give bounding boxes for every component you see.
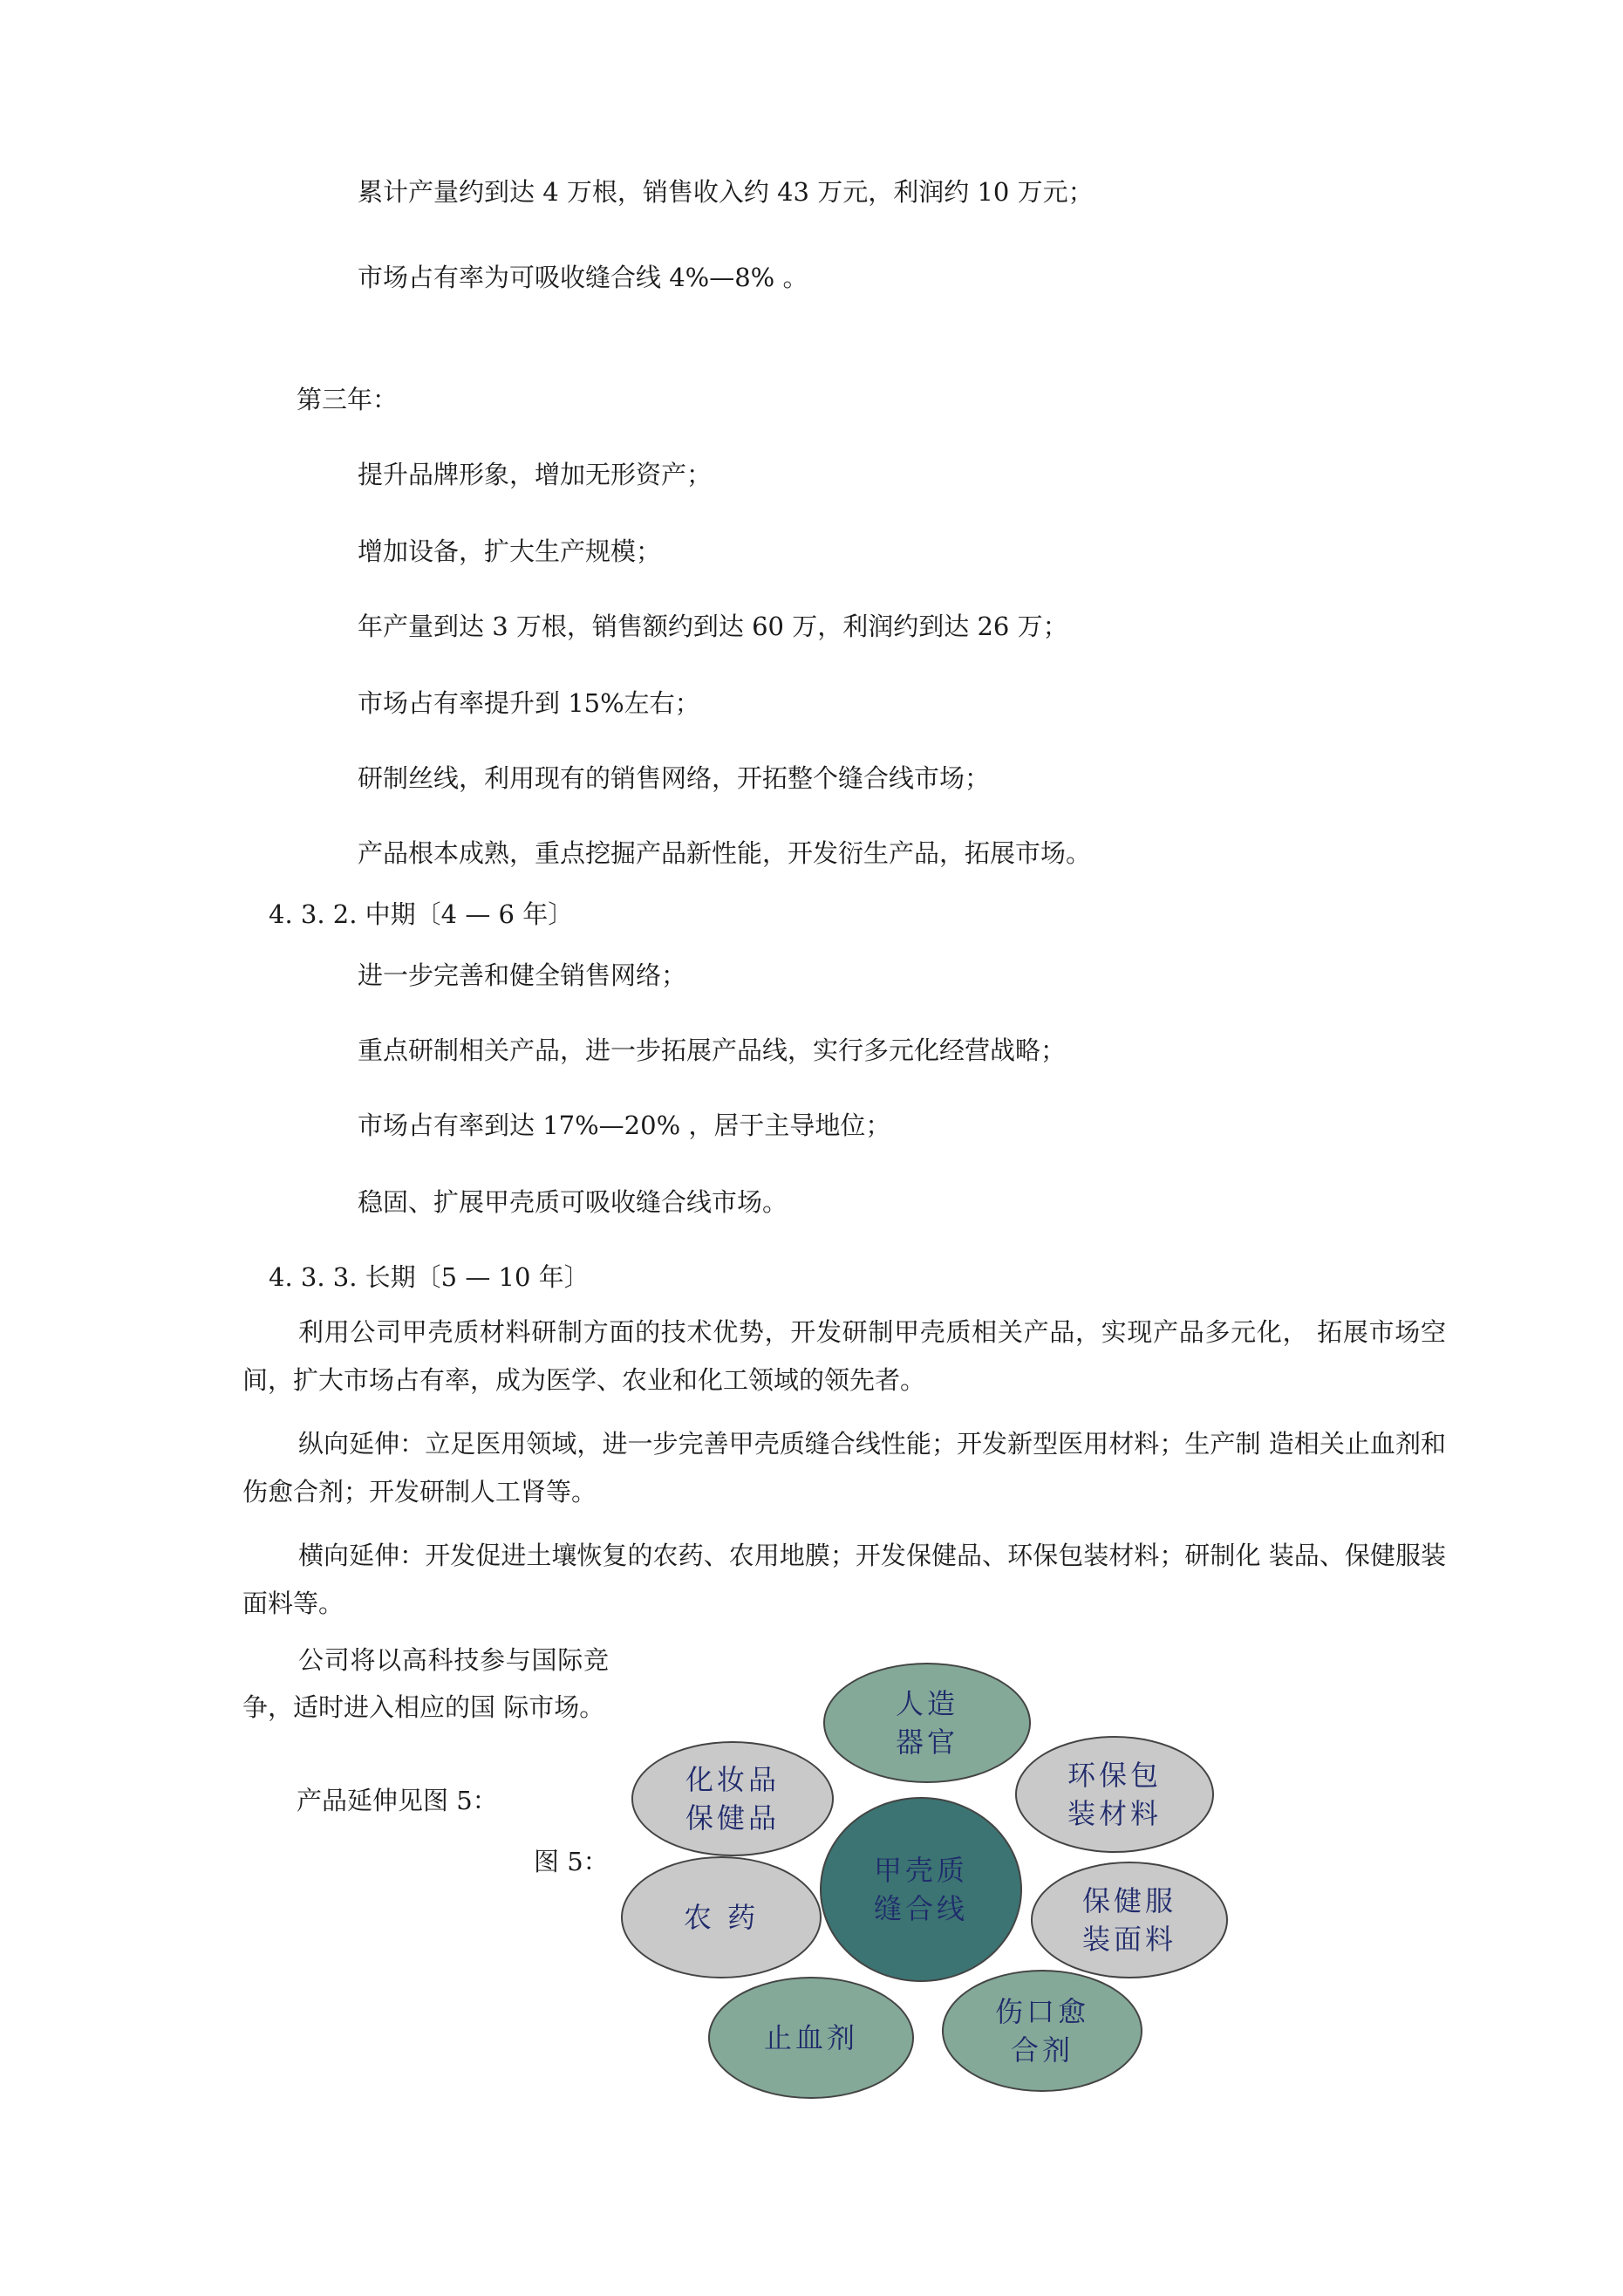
paragraph: 横向延伸：开发促进土壤恢复的农药、农用地膜；开发保健品、环保包装材料；研制化 装品、保健服装面料等。 [242,1541,1446,1618]
node-eco-packaging: 环保包 装材料 [1015,1736,1214,1853]
node-pesticide: 农 药 [621,1856,822,1978]
node-center-suture: 甲壳质 缝合线 [820,1797,1022,1982]
node-artificial-organ: 人造 器官 [823,1663,1031,1783]
side-paragraph: 公司将以高科技参与国际竞争，适时进入相应的国 际市场。 [242,1645,609,1722]
text-line: 提升品牌形象，增加无形资产； [358,460,713,489]
section-heading: 第三年： [297,385,399,414]
text-line: 年产量到达 3 万根，销售额约到达 60 万，利润约到达 26 万； [358,612,1068,641]
node-hemostatic: 止血剂 [708,1977,914,2099]
text-line: 产品根本成熟，重点挖掘产品新性能，开发衍生产品，拓展市场。 [358,838,1092,868]
text-line: 市场占有率到达 17%—20% ，居于主导地位； [358,1110,891,1140]
text-line: 市场占有率提升到 15%左右； [358,688,700,718]
figure-label: 图 5： [534,1847,609,1876]
text-line: 重点研制相关产品，进一步拓展产品线，实行多元化经营战略； [358,1035,1067,1065]
section-number-heading: 4. 3. 2. 中期〔4 — 6 年〕 [269,899,574,929]
text-line: 累计产量约到达 4 万根，销售收入约 43 万元，利润约 10 万元； [358,177,1094,207]
node-health-fabric: 保健服 装面料 [1031,1862,1228,1978]
text-line: 市场占有率为可吸收缝合线 4%—8% 。 [358,263,808,292]
section-number-heading: 4. 3. 3. 长期〔5 — 10 年〕 [269,1262,590,1292]
node-wound-healing: 伤口愈 合剂 [942,1970,1142,2092]
text-line: 稳固、扩展甲壳质可吸收缝合线市场。 [358,1187,788,1217]
paragraph: 利用公司甲壳质材料研制方面的技术优势，开发研制甲壳质相关产品，实现产品多元化， 拓展市场空间，扩大市场占有率，成为医学、农业和化工领域的领先者。 [242,1317,1446,1395]
node-cosmetics-health: 化妆品 保健品 [631,1741,834,1856]
figure-reference: 产品延伸见图 5： [297,1786,498,1815]
paragraph: 纵向延伸：立足医用领域，进一步完善甲壳质缝合线性能；开发新型医用材料；生产制 造相关止血剂和伤愈合剂；开发研制人工肾等。 [242,1429,1446,1507]
text-line: 增加设备，扩大生产规模； [358,536,662,566]
text-line: 研制丝线，利用现有的销售网络，开拓整个缝合线市场； [358,763,991,793]
text-line: 进一步完善和健全销售网络； [358,960,687,990]
